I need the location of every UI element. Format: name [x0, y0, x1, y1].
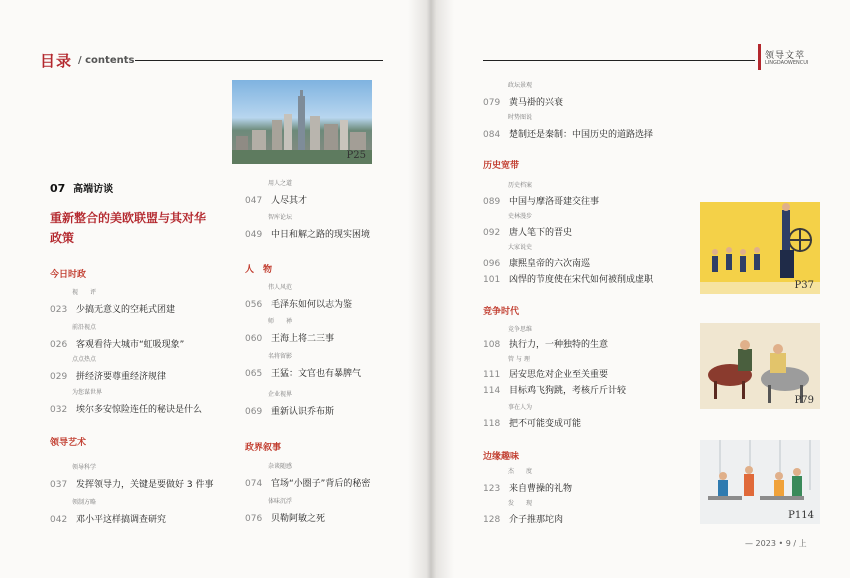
- entry-subtitle: 发 现: [508, 500, 533, 507]
- toc-entry[interactable]: [483, 225, 572, 238]
- toc-entry[interactable]: [483, 272, 653, 285]
- header-rule-left: [135, 60, 383, 61]
- entry-title: 重新认识乔布斯: [271, 407, 335, 417]
- toc-entry[interactable]: [483, 367, 608, 380]
- issue-footer: — 2023 • 9 / 上: [745, 539, 807, 548]
- entry-subtitle: 时势图说: [508, 114, 533, 121]
- toc-entry[interactable]: [245, 404, 334, 417]
- entry-subtitle: 领制方略: [72, 499, 97, 506]
- entry-subtitle: 企业视界: [268, 391, 293, 398]
- entry-title: 介子推那坨肉: [509, 515, 564, 525]
- entry-title: 王海上将二三事: [271, 334, 335, 344]
- entry-page: 047: [245, 196, 263, 206]
- entry-title: 康熙皇帝的六次南巡: [509, 259, 591, 269]
- feature-heading: [50, 180, 113, 195]
- entry-title: 官场“小圈子”背后的秘密: [271, 479, 371, 489]
- photo-page-label: P25: [346, 150, 366, 161]
- entry-page: 128: [483, 515, 501, 525]
- entry-title: 黄马褂的兴衰: [509, 98, 564, 108]
- entry-subtitle: 用人之道: [268, 180, 293, 187]
- entry-subtitle: 历史档案: [508, 182, 533, 189]
- entry-title: 王猛：文官也有暴脾气: [271, 369, 362, 379]
- horse-riders-painting: [700, 323, 820, 409]
- entry-subtitle: 史林漫步: [508, 213, 533, 220]
- entry-subtitle: 管 与 理: [508, 356, 530, 363]
- toc-entry[interactable]: [50, 337, 184, 350]
- entry-title: 执行力，一种独特的生意: [509, 340, 609, 350]
- entry-title: 把不可能变成可能: [509, 419, 582, 429]
- entry-page: 108: [483, 340, 501, 350]
- entry-title: 少搞无意义的空耗式团建: [76, 305, 176, 315]
- section-title: 政界叙事: [245, 443, 282, 453]
- entry-subtitle: 前沿视点: [72, 324, 97, 331]
- toc-entry[interactable]: [50, 369, 166, 382]
- city-skyline-photo: [232, 80, 372, 164]
- entry-title: 贝勒阿敏之死: [271, 514, 326, 524]
- toc-entry[interactable]: [245, 227, 370, 240]
- entry-title: 毛泽东如何以志为鉴: [271, 300, 353, 310]
- entry-subtitle: 名将留影: [268, 353, 293, 360]
- photo-page-label: P114: [788, 510, 814, 521]
- entry-title: 唐人笔下的晋史: [509, 228, 573, 238]
- photo-page-label: P79: [794, 395, 814, 406]
- entry-title: 拼经济要尊重经济规律: [76, 372, 167, 382]
- toc-entry[interactable]: [245, 297, 352, 310]
- entry-page: 029: [50, 372, 68, 382]
- brand-mark: [758, 44, 761, 70]
- entry-subtitle: 大家说史: [508, 244, 533, 251]
- entry-page: 056: [245, 300, 263, 310]
- entry-page: 096: [483, 259, 501, 269]
- entry-subtitle: 点点热点: [72, 356, 97, 363]
- toc-entry[interactable]: [245, 511, 325, 524]
- entry-title: 人尽其才: [271, 196, 308, 206]
- entry-page: 032: [50, 405, 68, 415]
- feature-title[interactable]: 重新整合的美欧联盟与其对华政策: [50, 211, 207, 245]
- entry-subtitle: 事在人为: [508, 404, 533, 411]
- header-rule-right: [483, 60, 755, 61]
- entry-page: 037: [50, 480, 68, 490]
- toc-entry[interactable]: [50, 477, 213, 490]
- entry-title: 目标鸡飞狗跳，考核斤斤计较: [509, 386, 627, 396]
- entry-subtitle: 体味沉浮: [268, 498, 293, 505]
- toc-entry[interactable]: [245, 366, 361, 379]
- toc-entry[interactable]: [483, 256, 590, 269]
- entry-title: 中日和解之路的现实困境: [271, 230, 371, 240]
- toc-entry[interactable]: [50, 402, 202, 415]
- section-title: 历史宽带: [483, 161, 520, 171]
- page-title: 目录: [40, 52, 73, 70]
- entry-subtitle: 杂谈随感: [268, 463, 293, 470]
- section-title: 领导艺术: [50, 438, 87, 448]
- toc-entry[interactable]: [483, 383, 626, 396]
- entry-title: 客观看待大城市“虹吸现象”: [76, 340, 185, 350]
- entry-title: 邓小平这样搞调查研究: [76, 515, 167, 525]
- entry-subtitle: 领导科学: [72, 464, 97, 471]
- feature-num: 07: [50, 182, 66, 195]
- toc-entry[interactable]: [483, 481, 572, 494]
- toc-entry[interactable]: [483, 416, 581, 429]
- entry-page: 023: [50, 305, 68, 315]
- entry-title: 来自曹操的礼物: [509, 484, 573, 494]
- entry-page: 026: [50, 340, 68, 350]
- entry-page: 074: [245, 479, 263, 489]
- toc-entry[interactable]: [245, 193, 307, 206]
- toc-entry[interactable]: [50, 512, 166, 525]
- toc-entry[interactable]: [483, 95, 563, 108]
- entry-page: 118: [483, 419, 501, 429]
- entry-page: 123: [483, 484, 501, 494]
- entry-page: 049: [245, 230, 263, 240]
- toc-entry[interactable]: [483, 194, 599, 207]
- entry-page: 111: [483, 370, 501, 380]
- entry-page: 060: [245, 334, 263, 344]
- toc-entry[interactable]: [50, 302, 175, 315]
- toc-entry[interactable]: [245, 476, 370, 489]
- section-title: 人 物: [245, 265, 273, 275]
- brand-pinyin: LINGDAOWENCUI: [765, 60, 809, 66]
- entry-title: 凶悍的节度使在宋代如何被削成虚职: [509, 275, 654, 285]
- brand-name: 领导文萃: [765, 51, 806, 61]
- entry-page: 084: [483, 130, 501, 140]
- entry-subtitle: 视 评: [72, 289, 97, 296]
- toc-entry[interactable]: [483, 127, 653, 140]
- entry-subtitle: 伟人风范: [268, 284, 293, 291]
- entry-title: 居安思危对企业至关重要: [509, 370, 609, 380]
- photo-page-label: P37: [794, 280, 814, 291]
- entry-subtitle: 师 禅: [268, 318, 293, 325]
- entry-title: 埃尔多安惊险连任的秘诀是什么: [76, 405, 203, 415]
- entry-page: 069: [245, 407, 263, 417]
- book-spine: [408, 0, 454, 578]
- entry-page: 076: [245, 514, 263, 524]
- entry-title: 中国与摩洛哥建交往事: [509, 197, 600, 207]
- entry-page: 089: [483, 197, 501, 207]
- business-illustration: [700, 202, 820, 294]
- entry-subtitle: 政坛景观: [508, 82, 533, 89]
- office-illustration: [700, 440, 820, 524]
- section-title: 竞争时代: [483, 307, 520, 317]
- page-subtitle: / contents: [78, 55, 135, 66]
- toc-entry[interactable]: [483, 512, 563, 525]
- entry-subtitle: 竞争思维: [508, 326, 533, 333]
- entry-title: 楚制还是秦制：中国历史的道路选择: [509, 130, 654, 140]
- entry-page: 092: [483, 228, 501, 238]
- feature-label: 高端访谈: [73, 184, 114, 195]
- section-title: 边缘趣味: [483, 452, 520, 462]
- entry-page: 101: [483, 275, 501, 285]
- toc-entry[interactable]: [245, 331, 334, 344]
- entry-subtitle: 为您谋世界: [72, 389, 103, 396]
- section-title: 今日时政: [50, 270, 87, 280]
- entry-subtitle: 智库论坛: [268, 214, 293, 221]
- toc-entry[interactable]: [483, 337, 608, 350]
- entry-page: 079: [483, 98, 501, 108]
- entry-page: 114: [483, 386, 501, 396]
- entry-title: 发挥领导力，关键是要做好 3 件事: [76, 480, 214, 490]
- entry-subtitle: 杰 度: [508, 468, 533, 475]
- entry-page: 042: [50, 515, 68, 525]
- entry-page: 065: [245, 369, 263, 379]
